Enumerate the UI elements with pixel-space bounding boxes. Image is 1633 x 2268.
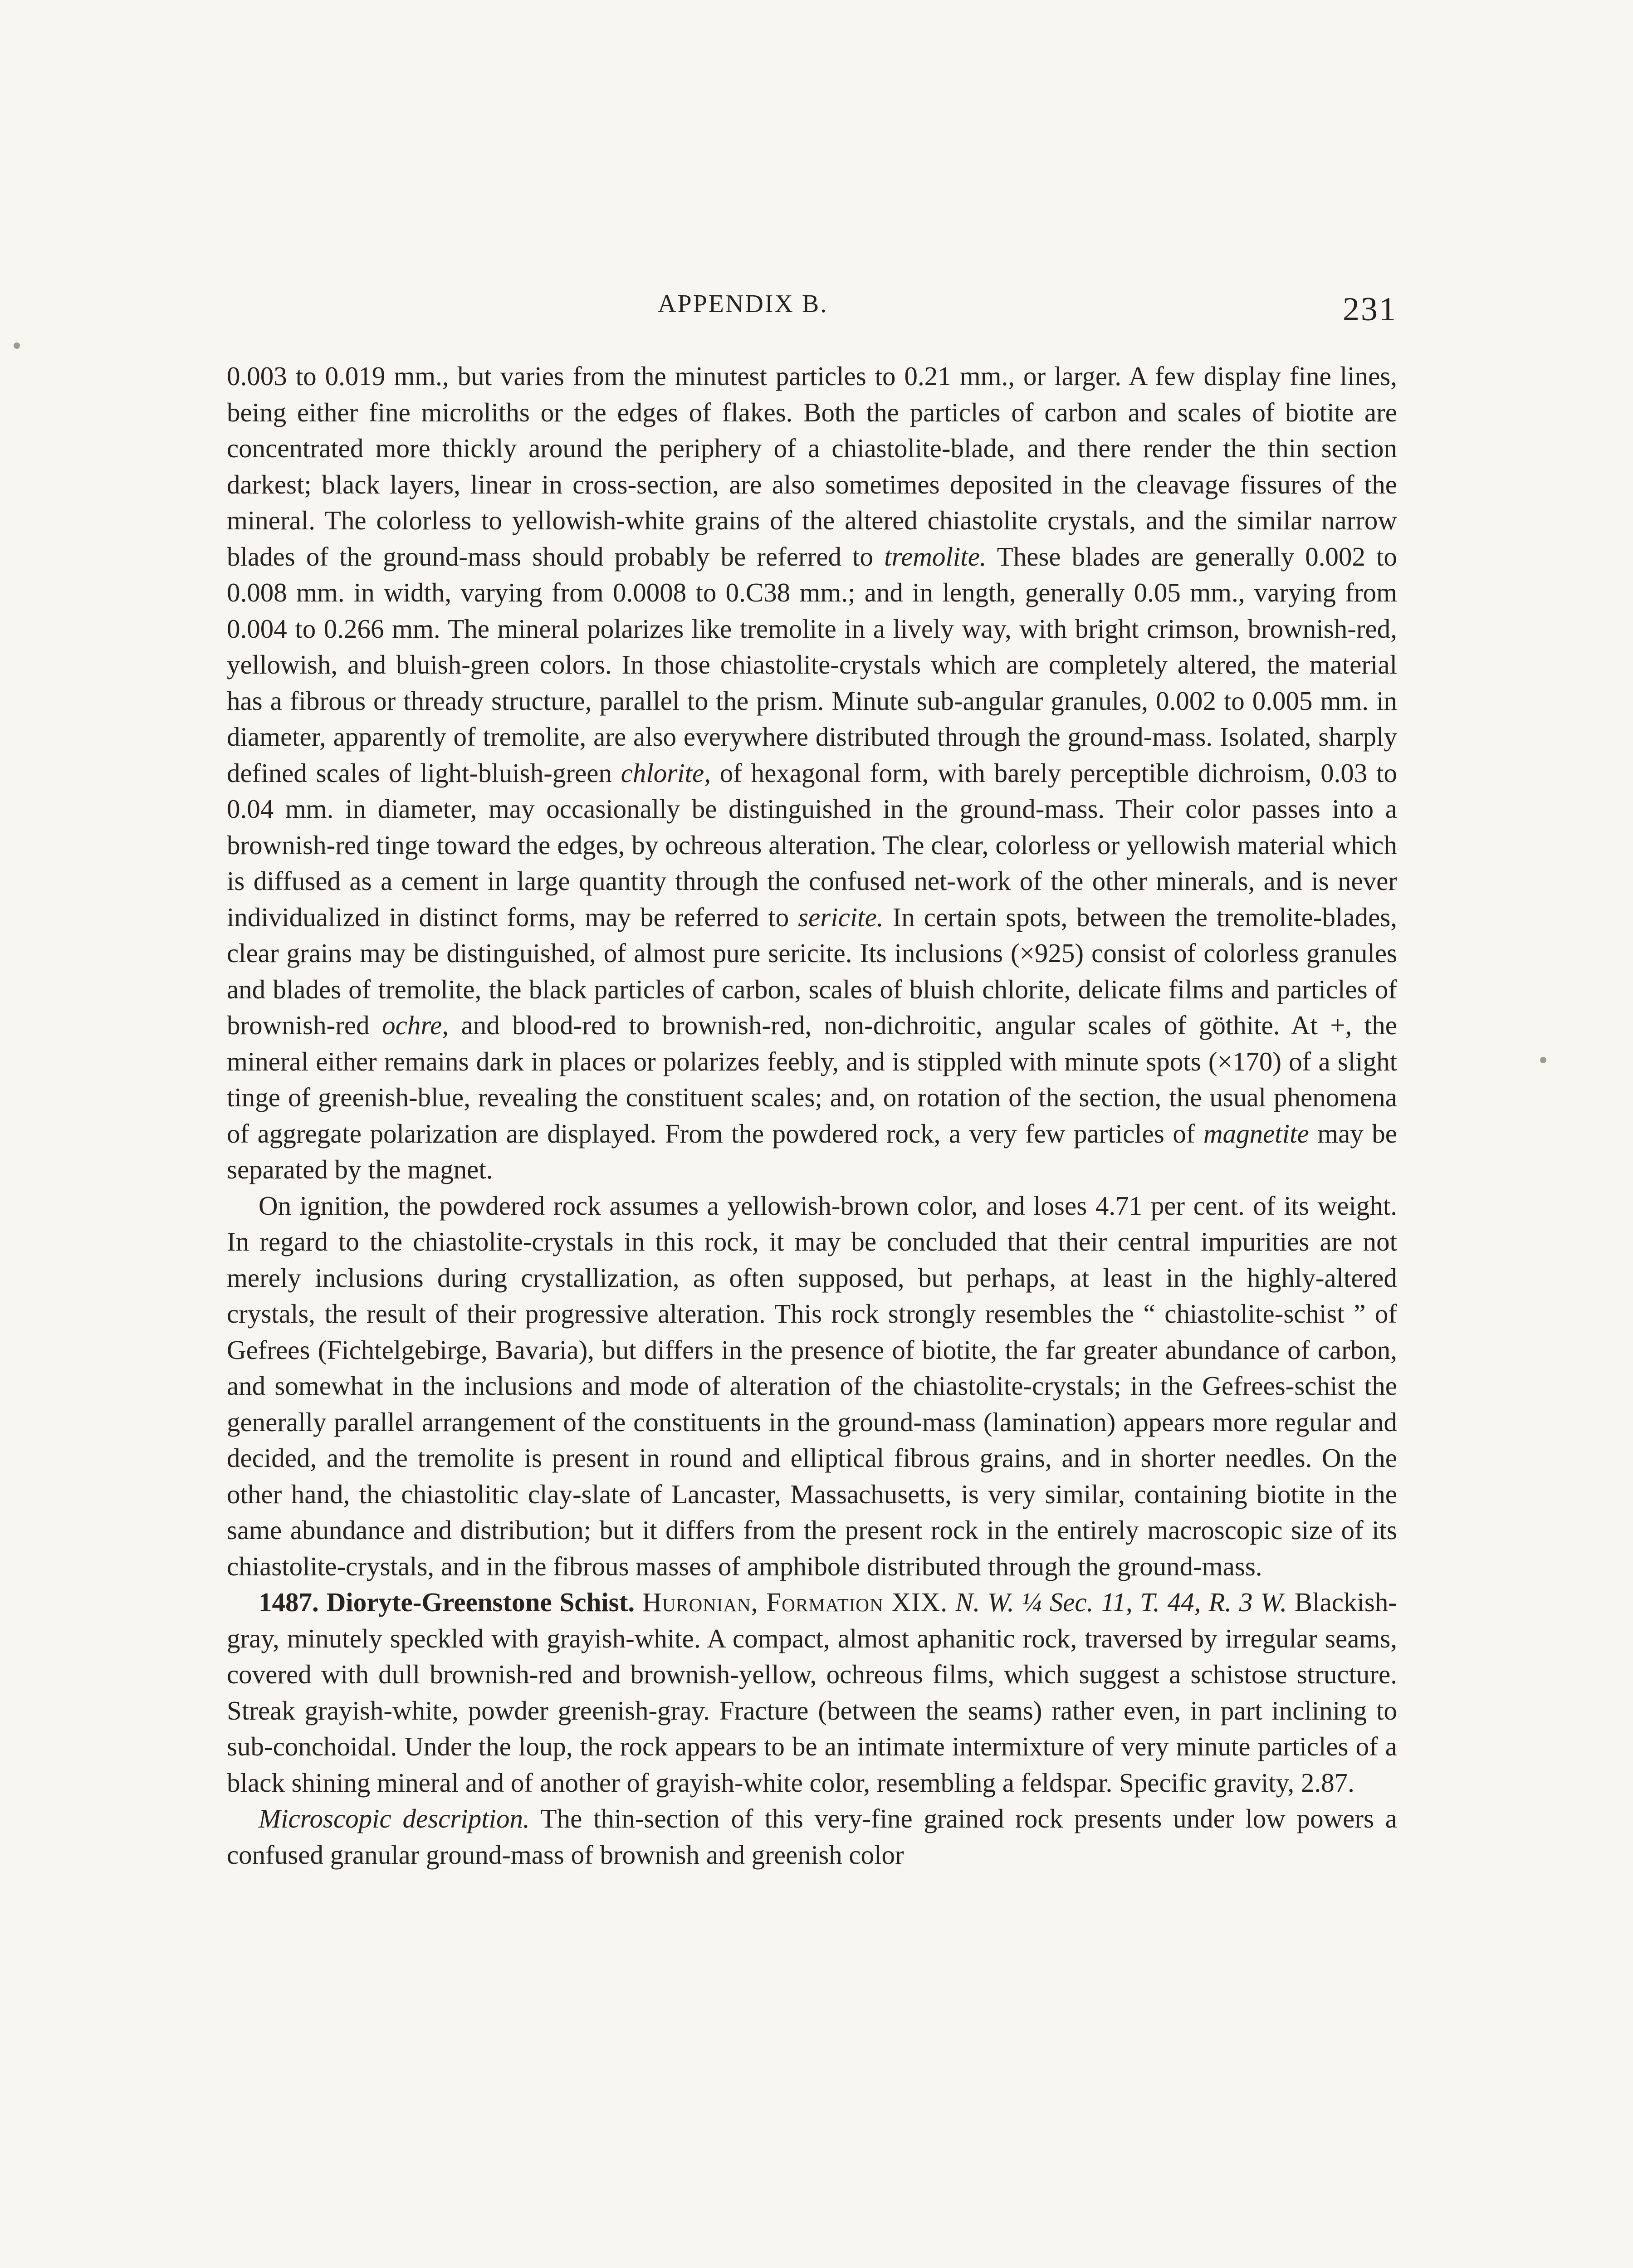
mineral-term: sericite. [798, 902, 884, 932]
text-run: 0.003 to 0.019 mm., but varies from the minutest particles to 0.21 mm., or larger. A few display fine lines, being either fine microliths or the edges of flakes. Both the particles of carbon and scales of biotite are concentrated more thickly around the periphery of a chiastolite-blade, and there render the thin section darkest; black layers, linear in cross-section, are also sometimes deposited in the cleavage fissures of the mineral. The colorless to yellowish-white grains of the altered chiastolite crystals, and the similar narrow blades of the ground-mass should probably be referred to [227, 361, 1397, 572]
location-label: N. W. ¼ Sec. 11, T. 44, R. 3 W. [955, 1587, 1287, 1617]
mineral-term: ochre, [382, 1010, 449, 1040]
text-run: of hexagonal form, with barely perceptible dichroism, 0.03 to 0.04 mm. in diameter, may occasionally be distinguished in the ground-mass. Their color passes into a brownish-red tinge toward the edges, by ochreous alteration. The clear, colorless or yellowish material which is diffused as a cement in large quantity through the confused net-work of the other minerals, and is never individualized in distinct forms, may be referred to [227, 758, 1397, 932]
text-run: These blades are generally 0.002 to 0.008 mm. in width, varying from 0.0008 to 0.C38 mm.; and in length, generally 0.05 mm., varying from 0.004 to 0.266 mm. The mineral polarizes like tremolite in a lively way, with bright crimson, brownish-red, yellowish, and bluish-green colors. In those chiastolite-crystals which are completely altered, the material has a fibrous or thready structure, parallel to the prism. Minute sub-angular granules, 0.002 to 0.005 mm. in diameter, apparently of tremolite, are also everywhere distributed through the ground-mass. Isolated, sharply defined scales of light-bluish-green [227, 541, 1397, 788]
page-number: 231 [1343, 291, 1397, 328]
body-text [227, 358, 1397, 1873]
speck-mark [1540, 1057, 1546, 1063]
specimen-number: 1487. [259, 1587, 319, 1617]
speck-mark [14, 342, 20, 349]
running-title: APPENDIX B. [658, 290, 828, 318]
specimen-description: Blackish-gray, minutely speckled with grayish-white. A compact, almost aphanitic rock, traversed by irregular seams, covered with dull brownish-red and brownish-yellow, ochreous films, which suggest a schistose structure. Streak grayish-white, powder greenish-gray. Fracture (between the seams) rather even, in part inclining to sub-conchoidal. Under the loup, the rock appears to be an intimate intermixture of very minute particles of a black shining mineral and of another of grayish-white color, resembling a feldspar. Specific gravity, 2.87. [227, 1587, 1398, 1798]
text-run: In certain spots, between the tremolite-blades, clear grains may be distinguished, of almost pure sericite. Its inclusions (×925) consist of colorless granules and blades of tremolite, the black particles of carbon, scales of bluish chlorite, delicate films and particles of brownish-red [227, 902, 1397, 1040]
specimen-title: Dioryte-Greenstone Schist. [326, 1587, 635, 1617]
formation-label: Huronian, Formation XIX. [642, 1587, 948, 1617]
section-lead: Microscopic description. [259, 1804, 530, 1833]
text-run: may be separated by the magnet. [227, 1118, 1397, 1184]
mineral-term: tremolite. [884, 541, 987, 572]
paragraph-specimen-1487 [227, 1584, 1397, 1801]
paragraph-ignition: On ignition, the powdered rock assumes a yellowish-brown color, and loses 4.71 per cent. of its weight. In regard to the chiastolite-crystals in this rock, it may be concluded that their central impurities are not merely inclusions during crystallization, as often supposed, but perhaps, at least in the highly-altered crystals, the result of their progressive alteration. This rock strongly resembles the “ chiastolite-schist ” of Gefrees (Fichtelgebirge, Bavaria), but differs in the presence of biotite, the far greater abundance of carbon, and somewhat in the inclusions and mode of alteration of the chiastolite-crystals; in the Gefrees-schist the generally parallel arrangement of the constituents in the ground-mass (lamination) appears more regular and decided, and the tremolite is present in round and elliptical fibrous grains, and in shorter needles. On the other hand, the chiastolitic clay-slate of Lancaster, Massachusetts, is very similar, containing biotite in the same abundance and distribution; but it differs from the present rock in the entirely macroscopic size of its chiastolite-crystals, and in the fibrous masses of amphibole distributed through the ground-mass. [227, 1190, 1397, 1581]
mineral-term: magnetite [1203, 1118, 1309, 1149]
text-run: and blood-red to brownish-red, non-dichroitic, angular scales of göthite. At +, the mineral either remains dark in places or polarizes feebly, and is stippled with minute spots (×170) of a slight tinge of greenish-blue, revealing the constituent scales; and, on rotation of the section, the usual phenomena of aggregate polarization are displayed. From the powdered rock, a very few particles of [227, 1010, 1397, 1149]
paragraph-microscopic-description [227, 1801, 1397, 1873]
paragraph-chiastolite-microscopy [227, 358, 1397, 1188]
microscopic-text: The thin-section of this very-fine grained rock presents under low powers a confused granular ground-mass of brownish and greenish color [227, 1804, 1397, 1870]
mineral-term: chlorite, [621, 758, 711, 788]
